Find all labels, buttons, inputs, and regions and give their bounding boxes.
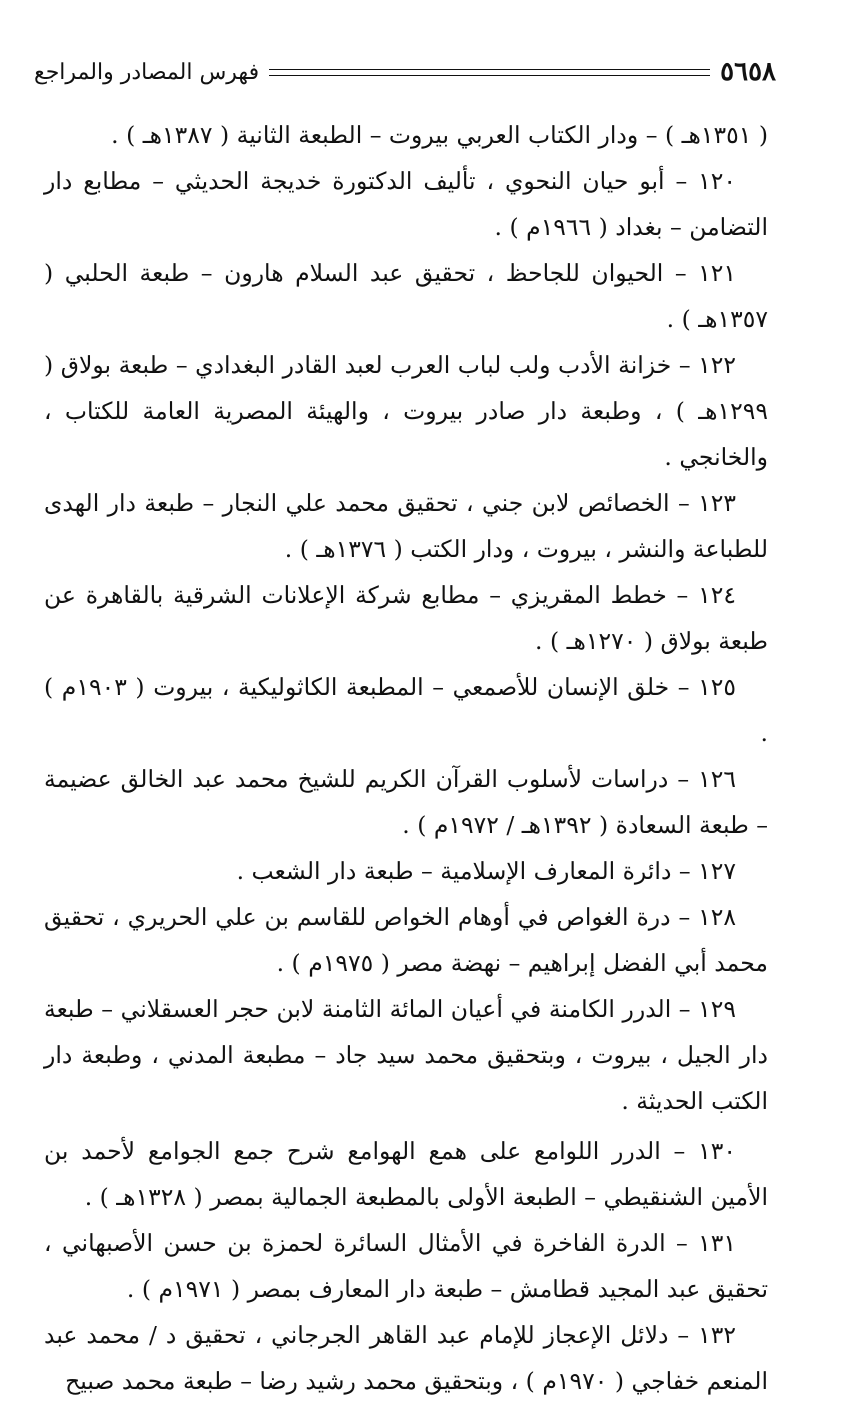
reference-entry: ١٣١ – الدرة الفاخرة في الأمثال السائرة لحمزة بن حسن الأصبهاني ، تحقيق عبد المجيد قطامش – طبعة دار المعارف بمصر ( ١٩٧١م ) . xyxy=(44,1229,768,1303)
reference-continuation: ( ١٣٥١هـ ) – ودار الكتاب العربي بيروت – الطبعة الثانية ( ١٣٨٧هـ ) . xyxy=(111,121,768,149)
reference-entry: ١٢٨ – درة الغواص في أوهام الخواص للقاسم بن علي الحريري ، تحقيق محمد أبي الفضل إبراهيم – نهضة مصر ( ١٩٧٥م ) . xyxy=(44,903,768,977)
reference-entry: ١٣٠ – الدرر اللوامع على همع الهوامع شرح جمع الجوامع لأحمد بن الأمين الشنقيطي – الطبعة الأولى بالمطبعة الجمالية بمصر ( ١٣٢٨هـ ) . xyxy=(44,1137,768,1211)
reference-entry: ١٢٣ – الخصائص لابن جني ، تحقيق محمد علي النجار – طبعة دار الهدى للطباعة والنشر ، بيروت ، ودار الكتب ( ١٣٧٦هـ ) . xyxy=(44,489,768,563)
running-header xyxy=(34,52,776,92)
reference-entry: ١٢٢ – خزانة الأدب ولب لباب العرب لعبد القادر البغدادي – طبعة بولاق ( ١٢٩٩هـ ) ، وطبعة دار صادر بيروت ، والهيئة المصرية العامة للكتاب ، والخانجي . xyxy=(44,351,768,471)
reference-entry: ١٣٢ – دلائل الإعجاز للإمام عبد القاهر الجرجاني ، تحقيق د / محمد عبد المنعم خفاجي ( ١٩٧٠م ) ، وبتحقيق محمد رشيد رضا – طبعة محمد صبيح xyxy=(44,1321,768,1395)
reference-entry: ١٢٤ – خطط المقريزي – مطابع شركة الإعلانات الشرقية بالقاهرة عن طبعة بولاق ( ١٢٧٠هـ ) . xyxy=(44,581,768,655)
page-number: ٥٦٥٨ xyxy=(720,57,776,87)
reference-entry: ١٢٥ – خلق الإنسان للأصمعي – المطبعة الكاثوليكية ، بيروت ( ١٩٠٣م ) . xyxy=(44,673,768,747)
references-list xyxy=(44,112,768,1404)
reference-entry: ١٢٧ – دائرة المعارف الإسلامية – طبعة دار الشعب . xyxy=(236,857,736,885)
reference-entry: ١٢١ – الحيوان للجاحظ ، تحقيق عبد السلام هارون – طبعة الحلبي ( ١٣٥٧هـ ) . xyxy=(44,259,768,333)
header-rule xyxy=(269,69,710,76)
reference-entry: ١٢٦ – دراسات لأسلوب القرآن الكريم للشيخ محمد عبد الخالق عضيمة – طبعة السعادة ( ١٣٩٢هـ / ١٩٧٢م ) . xyxy=(44,765,768,839)
reference-entry: ١٢٠ – أبو حيان النحوي ، تأليف الدكتورة خديجة الحديثي – مطابع دار التضامن – بغداد ( ١٩٦٦م ) . xyxy=(44,167,768,241)
running-title: فهرس المصادر والمراجع xyxy=(34,59,260,85)
reference-entry: ١٢٩ – الدرر الكامنة في أعيان المائة الثامنة لابن حجر العسقلاني – طبعة دار الجيل ، بيروت ، وبتحقيق محمد سيد جاد – مطبعة المدني ، وطبعة دار الكتب الحديثة . xyxy=(44,995,768,1115)
